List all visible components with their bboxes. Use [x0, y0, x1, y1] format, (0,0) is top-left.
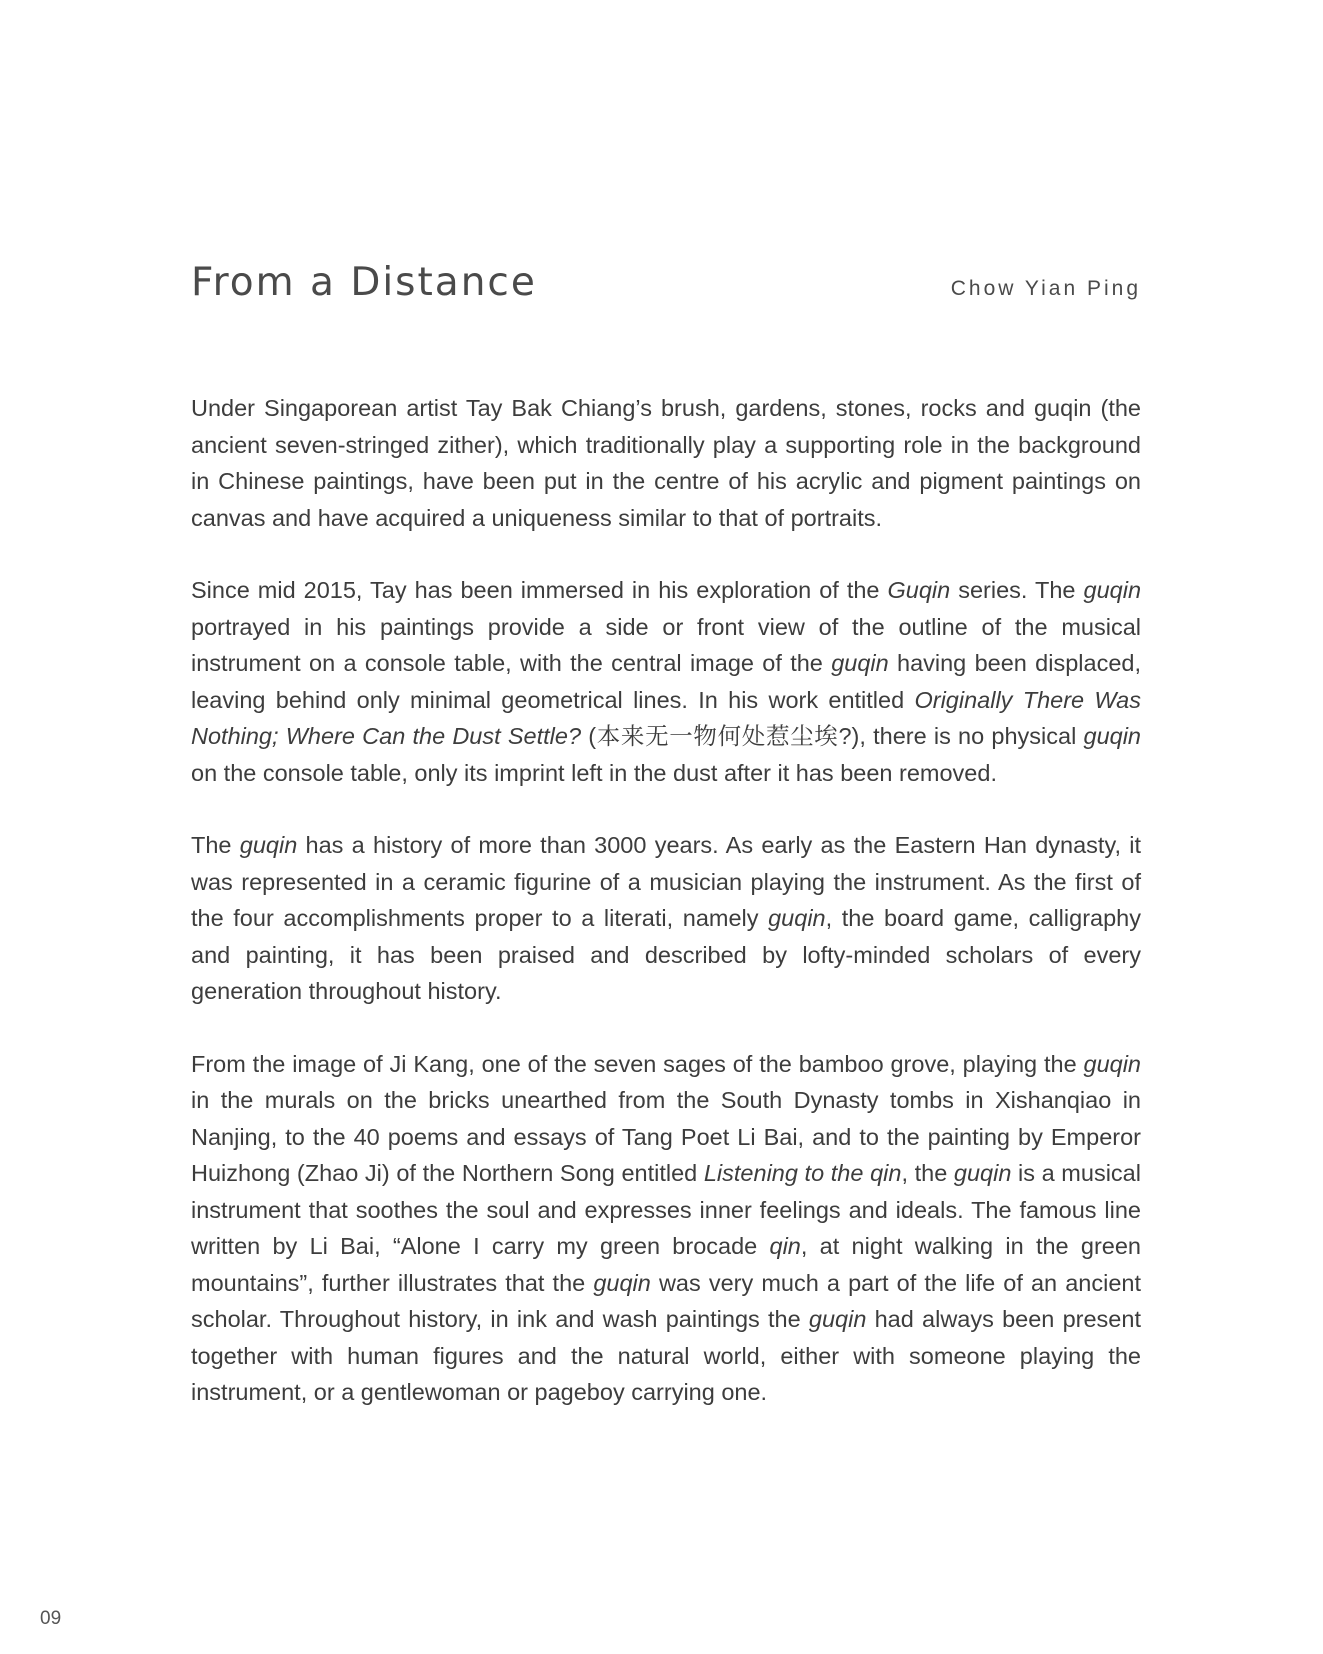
paragraph	[191, 572, 1141, 791]
text-run: , the	[901, 1160, 954, 1186]
text-run: is a musical instrument that soothes the soul and expresses inner feelings and ideals. The famous line written by Li Bai, “Alone I carry my green brocade	[191, 1160, 1141, 1259]
text-run: , the board game, calligraphy and painting, it has been praised and described by lofty-minded scholars of every generation throughout history.	[191, 905, 1141, 1004]
text-run: has a history of more than 3000 years. As early as the Eastern Han dynasty, it was represented in a ceramic figurine of a musician playing the instrument. As the first of the four accomplishments proper to a literati, namely	[191, 832, 1141, 931]
text-run: The	[191, 832, 240, 858]
text-run: having been displaced, leaving behind only minimal geometrical lines. In his work entitled	[191, 650, 1141, 713]
paragraph	[191, 1046, 1141, 1411]
italic-text-run: guqin	[1083, 723, 1141, 749]
article-title: From a Distance	[191, 260, 537, 305]
author-name: Chow Yian Ping	[950, 277, 1141, 300]
italic-text-run: guqin	[593, 1269, 651, 1296]
italic-text-run: Originally There Was Nothing; Where Can the Dust Settle?	[191, 686, 1141, 749]
paragraph	[191, 390, 1141, 536]
text-run: in the murals on the bricks unearthed from the South Dynasty tombs in Xishanqiao in Nanjing, to the 40 poems and essays of Tang Poet Li Bai, and to the painting by Emperor Huizhong (Zhao Ji) of the Northern Song entitled	[191, 1087, 1141, 1186]
text-run: From the image of Ji Kang, one of the seven sages of the bamboo grove, playing the	[191, 1050, 1084, 1077]
article-body	[191, 390, 1141, 1447]
text-run: portrayed in his paintings provide a side or front view of the outline of the musical instrument on a console table, with the central image of the	[191, 613, 1141, 676]
italic-text-run: guqin	[953, 1160, 1012, 1186]
text-run: was very much a part of the life of an ancient scholar. Throughout history, in ink and wash paintings the	[191, 1269, 1142, 1332]
text-run: Since mid 2015, Tay has been immersed in his exploration of the	[191, 577, 888, 603]
text-run: series. The	[950, 577, 1084, 603]
paragraph	[191, 827, 1141, 1010]
text-run: had always been present together with human figures and the natural world, either with someone playing the instrument, or a gentlewoman or pageboy carrying one.	[191, 1306, 1141, 1405]
italic-text-run: Guqin	[887, 577, 951, 603]
italic-text-run: qin	[769, 1233, 801, 1259]
italic-text-run: guqin	[768, 905, 826, 931]
text-run: Under Singaporean artist Tay Bak Chiang’s brush, gardens, stones, rocks and guqin (the ancient seven-stringed zither), which traditionally play a supporting role in the background in Chinese paintings, have been put in the centre of his acrylic and pigment paintings on canvas and have acquired a uniqueness similar to that of portraits.	[191, 395, 1141, 531]
italic-text-run: guqin	[808, 1306, 867, 1332]
page-number: 09	[40, 1608, 62, 1629]
text-run: (本来无一物何处惹尘埃?), there is no physical	[581, 723, 1084, 749]
text-run: , at night walking in the green mountains”, further illustrates that the	[191, 1233, 1141, 1296]
italic-text-run: guqin	[239, 832, 298, 858]
italic-text-run: Listening to the qin	[703, 1160, 902, 1186]
text-run: on the console table, only its imprint left in the dust after it has been removed.	[191, 759, 997, 786]
italic-text-run: guqin	[831, 650, 889, 676]
italic-text-run: guqin	[1083, 1050, 1141, 1077]
italic-text-run: guqin	[1083, 577, 1142, 603]
